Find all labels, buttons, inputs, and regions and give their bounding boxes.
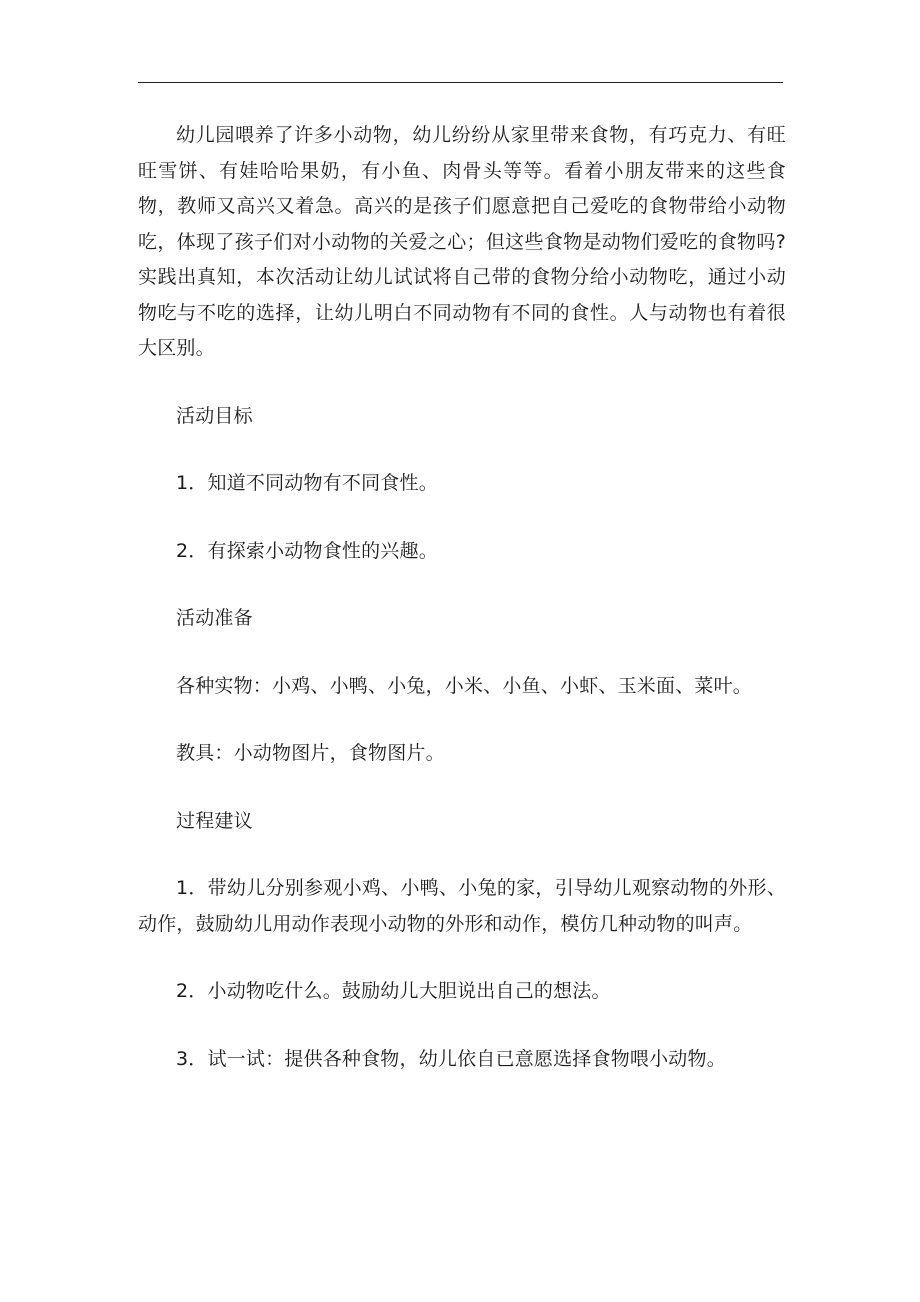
prep-item: 教具：小动物图片，食物图片。 <box>176 742 445 764</box>
process-item: 1．带幼儿分别参观小鸡、小鸭、小兔的家，引导幼儿观察动物的外形、动作，鼓励幼儿用动作表现小动物的外形和动作，模仿几种动物的叫声。 <box>138 877 786 935</box>
process-heading: 过程建议 <box>176 809 253 832</box>
process-item: 2．小动物吃什么。鼓励幼儿大胆说出自己的想法。 <box>176 980 611 1002</box>
prep-item: 各种实物：小鸡、小鸭、小兔，小米、小鱼、小虾、玉米面、菜叶。 <box>176 674 753 697</box>
goal-item: 1．知道不同动物有不同食性。 <box>176 472 438 494</box>
goals-heading: 活动目标 <box>176 404 253 427</box>
prep-heading: 活动准备 <box>176 607 253 629</box>
goal-item: 2．有探索小动物食性的兴趣。 <box>176 539 438 562</box>
intro-paragraph: 幼儿园喂养了许多小动物，幼儿纷纷从家里带来食物，有巧克力、有旺旺雪饼、有娃哈哈果奶，有小鱼、肉骨头等等。看着小朋友带来的这些食物，教师又高兴又着急。高兴的是孩子们愿意把自己爱吃的食物带给小动物吃，体现了孩子们对小动物的关爱之心；但这些食物是动物们爱吃的食物吗?实践出真知，本次活动让幼儿试试将自己带的食物分给小动物吃，通过小动物吃与不吃的选择，让幼儿明白不同动物有不同的食性。人与动物也有着很大区别。 <box>138 124 786 359</box>
header-rule <box>138 82 783 83</box>
process-item: 3．试一试：提供各种食物，幼儿依自已意愿选择食物喂小动物。 <box>176 1047 726 1070</box>
document-body <box>138 118 786 1077</box>
